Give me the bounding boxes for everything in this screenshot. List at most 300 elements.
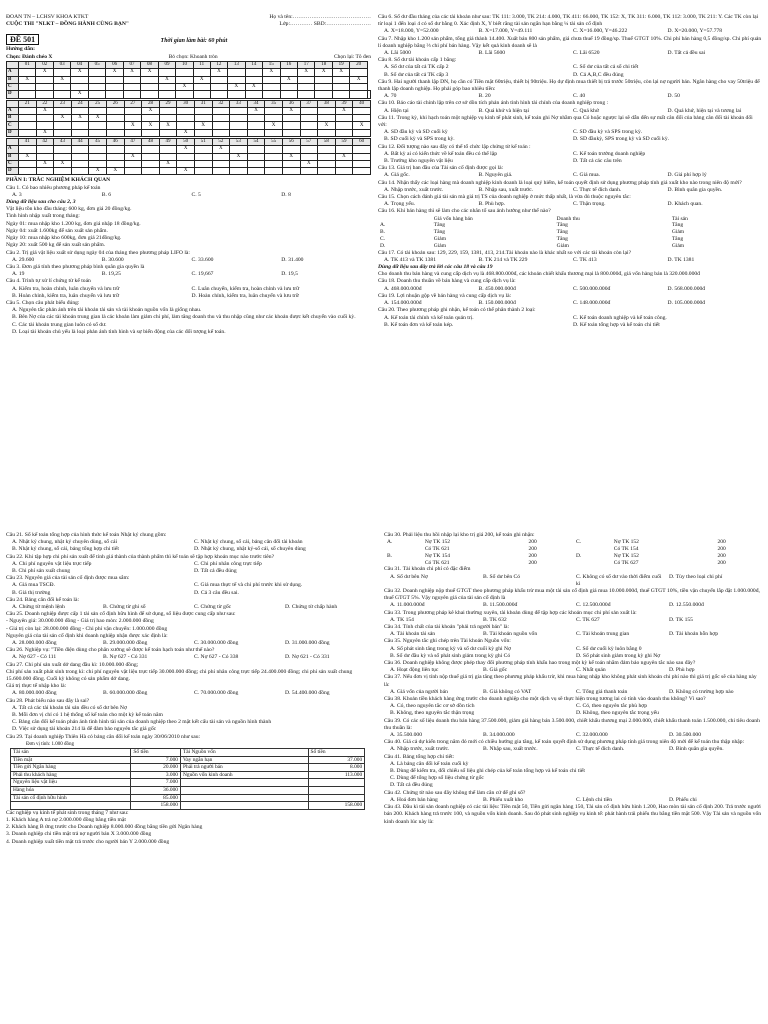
answer-grid-number: 27	[124, 100, 142, 107]
answer-option: A. 28.000.000 đồng	[12, 640, 57, 647]
answer-grid-mark	[265, 146, 283, 153]
answer-grid-mark	[54, 153, 72, 160]
answer-option: A. TK 154	[390, 616, 414, 623]
answer-options	[384, 746, 762, 753]
answer-grid-mark: X	[210, 69, 227, 76]
answer-option: C. Quá khứ	[573, 107, 599, 114]
answer-grid-number: 59	[335, 138, 353, 145]
answer-grid-mark	[194, 146, 212, 153]
answer-grid-mark: X	[54, 160, 72, 167]
answer-grid-mark	[88, 83, 105, 90]
answer-options	[6, 705, 376, 734]
answer-grid-mark	[89, 122, 107, 129]
q16-cell: Tăng	[433, 222, 446, 229]
answer-option: B. TK 632	[483, 616, 507, 623]
balance-sheet-cell	[308, 794, 365, 802]
balance-sheet-cell: Tiền mặt	[11, 756, 131, 764]
answer-grid-number: 50	[177, 138, 195, 145]
answer-grid-mark	[282, 122, 300, 129]
answer-option: A. Số phát sinh tăng trong kỳ và số dư cuối kỳ ghi Nợ	[390, 645, 511, 652]
question-text: Tình hình nhập xuất trong tháng:	[6, 213, 80, 220]
question-text: Câu 13. Giá trị ban đầu của Tài sản cố định được gọi là:	[378, 165, 504, 172]
question-item	[384, 610, 762, 624]
answer-grid-number: 38	[318, 100, 336, 107]
question-item	[378, 144, 762, 166]
answer-grid-number: 48	[142, 138, 160, 145]
answer-option: D. Tất cả đều sai	[667, 50, 706, 57]
section-1-title: PHẦN I: TRẮC NGHIỆM KHÁCH QUAN	[6, 177, 111, 184]
answer-grid-mark	[210, 76, 227, 83]
answer-grid-mark	[298, 76, 315, 83]
question-item	[6, 575, 376, 597]
answer-option: D. 19,5	[281, 271, 298, 278]
answer-grid-mark	[71, 83, 88, 90]
answer-option: B. Số dư bên Có	[483, 573, 521, 580]
answer-grid-mark	[315, 83, 332, 90]
answer-grid-block	[6, 100, 371, 137]
question-item	[384, 754, 762, 790]
question-text: Vật liệu tồn kho đầu tháng: 600 kg, đơn giá 20 đồng/kg.	[6, 206, 132, 213]
answer-grid-mark	[177, 153, 195, 160]
question-item	[6, 532, 376, 554]
answer-option: A. Tất cả các tài khoản tài sản đều có số dư bên Nợ	[12, 704, 127, 711]
balance-sheet-cell	[308, 787, 365, 795]
answer-options	[378, 129, 762, 143]
answer-grid-mark	[194, 168, 212, 175]
answer-option: D. 31.000.000 đồng	[285, 640, 330, 647]
answer-grid-mark: X	[176, 83, 193, 90]
answer-grid-mark	[332, 91, 349, 98]
answer-grid-mark: X	[71, 91, 88, 98]
answer-grid-mark	[106, 146, 124, 153]
answer-grid-mark: X	[265, 122, 283, 129]
answer-grid-mark	[300, 129, 318, 136]
question-text: Câu 16. Khi bán hàng thì sẽ làm cho các nhân tố sau ảnh hưởng như thế nào?	[378, 208, 551, 215]
question-text: Câu 17. Có tài khoản sau: 129, 229, 159, 1381, 413, 214.Tài khoản nào là khác nhất so với các tài khoản còn lại?	[378, 249, 632, 256]
answer-grid-mark: X	[36, 107, 54, 114]
question-item	[6, 221, 371, 228]
answer-options	[378, 187, 762, 194]
answer-grid-number: 34	[247, 100, 265, 107]
question-item	[378, 115, 762, 144]
question-item	[6, 810, 376, 817]
answer-grid-mark	[142, 146, 160, 153]
answer-grid-mark	[176, 76, 193, 83]
question-text: Câu 24. Bảng cân đối kế toán là:	[6, 596, 80, 603]
answer-option: D. Bình quân gia quyền.	[667, 186, 723, 193]
answer-grid-mark	[212, 160, 230, 167]
answer-grid-letter: B	[7, 76, 19, 83]
answer-grid-number: 02	[36, 62, 53, 69]
answer-grid-number: 44	[71, 138, 89, 145]
answer-grid-mark	[106, 91, 123, 98]
question-item	[6, 698, 376, 734]
answer-grid-number: 19	[332, 62, 349, 69]
answer-grid-mark: X	[177, 168, 195, 175]
answer-grid-mark	[353, 129, 371, 136]
answer-grid-number: 06	[106, 62, 123, 69]
question-item	[384, 696, 762, 718]
answer-grid-mark	[212, 153, 230, 160]
answer-option: A. Hiện tại	[384, 107, 409, 114]
answer-grid-row-b	[7, 153, 371, 160]
answer-option: A. 35.500.000	[390, 732, 423, 739]
answer-grid-mark	[177, 115, 195, 122]
balance-sheet-body	[11, 756, 365, 809]
answer-option: D. Không có trường hợp nào	[669, 688, 734, 695]
question-text: Câu 4. Trình tự xử lí chứng từ kế toán	[6, 278, 91, 285]
answer-option: B. Giá gốc	[483, 667, 508, 674]
answer-option: B. Phiếu xuất kho	[483, 796, 524, 803]
answer-grid-number: 41	[19, 138, 37, 145]
answer-options	[6, 257, 371, 264]
balance-sheet-cell: Vay ngắn hạn	[181, 756, 309, 764]
answer-options	[6, 192, 371, 199]
q16-cell: Giảm	[433, 242, 446, 249]
balance-sheet-cell: Phải trả người bán	[181, 764, 309, 772]
answer-grid-mark	[353, 160, 371, 167]
answer-option: C. Số dư cuối kỳ luôn bằng 0	[576, 645, 642, 652]
answer-grid-mark	[123, 76, 140, 83]
question-text: Câu 37. Nếu đơn vị tính nộp thuế giá trị gia tăng theo phương pháp khấu trừ, khi mua hàng nhập kho không phát sinh khoản chi phí nào thì giá trị gốc sẽ của hàng này là:	[384, 674, 757, 688]
answer-grid-mark: X	[245, 83, 262, 90]
answer-grid-mark	[176, 69, 193, 76]
answer-option: B. 29.000.000 đồng	[103, 640, 148, 647]
answer-grid-number: 11	[193, 62, 210, 69]
balance-sheet-cell: Nguồn vốn kinh doanh	[181, 771, 309, 779]
answer-grid-letter: D	[7, 129, 19, 136]
answer-option: C. 5	[191, 191, 201, 198]
question-text: Câu 8. Số dư tài khoản cấp 1 bằng:	[378, 57, 457, 64]
answer-grid-mark	[194, 115, 212, 122]
question-item	[6, 213, 371, 220]
answer-grid-mark	[353, 115, 371, 122]
question-item	[6, 228, 371, 235]
answer-grid-mark	[228, 76, 245, 83]
answer-option: D. Tùy theo loại chi phí	[669, 573, 723, 580]
answer-grid-mark	[88, 91, 105, 98]
balance-sheet-cell	[181, 787, 309, 795]
answer-grid-mark	[282, 168, 300, 175]
q16-header-cell: Tài sản	[671, 215, 688, 222]
question-text: Các nghiệp vụ kinh tế phát sinh trong tháng 7 như sau:	[6, 809, 129, 816]
answer-option: D. Hoàn chỉnh, kiểm tra, luân chuyển và lưu trữ	[191, 292, 299, 299]
question-item	[6, 250, 371, 264]
q16-cell: Tăng	[556, 222, 568, 229]
question-text: Câu 39. Có các số liệu doanh thu bán hàng 37.500.000, giảm giá hàng bán 3.500.000, chiết khấu thương mại 2.000.000, chiết khấu thanh toán 1.500.000, chi tiêu doanh thu thuần là:	[384, 717, 760, 731]
answer-options	[384, 602, 762, 609]
balance-sheet-cell: 20.000	[131, 764, 181, 772]
answer-grid-mark	[212, 168, 230, 175]
answer-option: B. Chứng từ ghi sổ	[103, 604, 146, 611]
answer-grid-mark	[106, 122, 124, 129]
answer-option: B. TK 214 và TK 229	[478, 256, 528, 263]
answer-grid-mark	[318, 107, 336, 114]
q30-journal-cell: Nợ TK 152	[424, 539, 450, 546]
answer-option: B. Mỗi đơn vị chỉ có 1 hệ thống sổ kế toán cho một kỳ kế toán năm	[12, 712, 163, 719]
answer-option: C. 33.600	[191, 256, 214, 263]
answer-grid-mark: X	[106, 69, 123, 76]
answer-grid-number: 13	[228, 62, 245, 69]
guide-label: Hướng dẫn:	[6, 45, 35, 52]
answer-grid-mark	[280, 69, 297, 76]
page-gap	[0, 516, 768, 528]
answer-grid-mark	[245, 76, 262, 83]
answer-grid-mark: X	[19, 153, 37, 160]
answer-grid-mark: X	[177, 129, 195, 136]
answer-grid-number: 28	[142, 100, 160, 107]
answer-option: A. 11.000.000đ	[390, 602, 425, 609]
answer-grid-mark: X	[335, 107, 353, 114]
answer-grid-corner	[7, 138, 19, 145]
answer-grid-mark	[282, 146, 300, 153]
answer-option: D. 54.400.000 đồng	[285, 690, 330, 697]
name-field-label: Họ và tên:……………………………………	[269, 14, 371, 20]
q30-journal-cell: C.	[575, 539, 582, 546]
answer-option: B. 6	[101, 191, 112, 198]
q30-journal-cell: Nợ TK 152	[613, 552, 639, 559]
answer-grid-mark	[106, 153, 124, 160]
answer-option: C. TK 627	[576, 616, 600, 623]
answer-grid-mark	[106, 83, 123, 90]
answer-option: C. Giá mua.	[573, 172, 601, 179]
q16-row	[378, 222, 762, 229]
exam-info	[6, 28, 371, 45]
answer-grid-number: 42	[36, 138, 54, 145]
answer-option: B. Tài khoản nguồn vốn	[483, 631, 538, 638]
q16-row	[378, 236, 762, 243]
balance-sheet-row	[11, 764, 365, 772]
answer-grid-mark	[228, 69, 245, 76]
answer-grid-mark: X	[54, 115, 72, 122]
q16-cell: Tăng	[556, 229, 568, 236]
answer-options	[378, 151, 762, 165]
answer-grid-number: 36	[282, 100, 300, 107]
answer-option: D. Cả A,B,C đều đúng	[573, 71, 624, 78]
answer-option: D. Chứng từ chấp hành	[285, 604, 338, 611]
question-list-top-left	[6, 185, 371, 336]
answer-grid-mark: X	[318, 122, 336, 129]
answer-grid-mark	[315, 76, 332, 83]
question-text: Câu 34. Tính chất của tài khoản "phải trả người bán" là:	[384, 624, 510, 631]
answer-option: A. Nhật ký chung, nhật ký chuyên dùng, sổ cái	[12, 539, 118, 546]
answer-option: D. Việc sử dụng tài khoản 214 là để đảm bảo nguyên tắc giá gốc	[12, 726, 157, 733]
question-text: Câu 1. Có bao nhiêu phương pháp kế toán	[6, 184, 101, 191]
answer-grid-mark	[36, 76, 53, 83]
answer-option: B. 11.500.000đ	[483, 602, 518, 609]
question-text: Câu 19. Lợi nhuận gộp về bán hàng và cung cấp dịch vụ là:	[378, 292, 512, 299]
question-text: - Nguyên giá: 30.000.000 đồng - Giá trị hao mòn: 2.000.000 đồng	[6, 618, 154, 625]
answer-option: A. Nhập trước, xuất trước.	[384, 186, 444, 193]
question-text: Câu 42. Chứng từ nào sau đây không thể làm căn cứ để ghi sổ?	[384, 789, 526, 796]
answer-grid-mark	[247, 146, 265, 153]
q16-cell: Tăng	[671, 236, 684, 243]
answer-option: A. 19	[12, 271, 25, 278]
answer-grid-mark	[298, 83, 315, 90]
question-text: Dùng dữ liệu sau đây trả lời các câu 18 và câu 19	[378, 264, 493, 271]
question-text: Câu 7. Nhập kho 1.200 sản phẩm, tổng giá thành 14.400. Xuất bán 800 sản phẩm, giá chưa thuế 19 đồng/sp. Thuế GTGT 10%. Chi phí bán hàng 0,5 đồng/sp. Chi phí quản lí doanh nghiệp bằng ⅔ chi phí bán hàng. Vậy kết quả kinh doanh sẽ là	[378, 35, 762, 49]
answer-grid-number: 57	[300, 138, 318, 145]
answer-grid-mark: X	[315, 69, 332, 76]
q30-journal-cell: Nợ TK 154	[424, 552, 450, 559]
answer-option: D. Tài khoản hỗn hợp	[669, 631, 718, 638]
question-text: Câu 21. Sổ kế toán tổng hợp của hình thức kế toán Nhật ký chung gồm:	[6, 532, 167, 538]
answer-grid-mark	[71, 107, 89, 114]
answer-option: A. Bất kỳ ai có kiến thức về kế toán đều có thể lập	[384, 150, 498, 157]
answer-option: C. Nhất quán	[576, 667, 606, 674]
answer-options	[384, 646, 762, 660]
answer-grid-number: 12	[210, 62, 227, 69]
balance-sheet-cell	[181, 794, 309, 802]
answer-grid-mark	[123, 83, 140, 90]
answer-option: D. 50	[667, 93, 680, 100]
answer-grid-number: 52	[212, 138, 230, 145]
answer-grid-number: 45	[89, 138, 107, 145]
answer-option: A. TK 413 và TK 1381	[384, 256, 436, 263]
question-item	[6, 831, 376, 838]
answer-grid-row-b	[7, 115, 371, 122]
answer-grid-mark	[332, 76, 349, 83]
answer-grid-mark: X	[53, 76, 70, 83]
question-text: Chi phí sản xuất phát sinh trong kì: chi phí nguyên vật liệu trực tiếp 30.000.000 đồng; chi phí nhân công trực tiếp 24.400.000 đồng; chi phí sản xuất chung 15.600.000 đồng. Cuối kỳ không có sản phẩm dở dang.	[6, 668, 353, 683]
q16-cell: Tăng	[433, 229, 446, 236]
answer-option: D. 8	[281, 191, 291, 198]
exam-code: ĐỀ 501	[6, 34, 39, 45]
answer-grid-mark	[124, 160, 142, 167]
answer-option: A. 3	[12, 191, 22, 198]
answer-grid-mark	[212, 122, 230, 129]
answer-grid-number: 31	[194, 100, 212, 107]
answer-grid-mark: X	[282, 107, 300, 114]
answer-grid-mark	[19, 129, 37, 136]
answer-options	[378, 64, 762, 78]
answer-option: A. Nợ 627 - Có 111	[12, 654, 57, 661]
answer-grid-mark: X	[89, 168, 107, 175]
question-text: 3. Doanh nghiệp chi tiền mặt trả nợ người bán X 3.000.000 đồng	[6, 831, 152, 838]
question-item	[6, 554, 376, 576]
answer-grid-number: 53	[230, 138, 248, 145]
answer-grid-mark: X	[142, 107, 160, 114]
answer-grid-row-c	[7, 83, 371, 90]
answer-grid-mark	[106, 129, 124, 136]
answer-grid-row-c	[7, 160, 371, 167]
answer-grid-mark: X	[142, 122, 160, 129]
answer-grid-block	[6, 138, 371, 175]
answer-grid-mark	[106, 160, 124, 167]
answer-grid-mark	[298, 91, 315, 98]
question-text: Câu 9. Hai người thanh lập DN, họ cần có Tiền mặt 60triệu, thiết bị 90triệu. Họ dự định mua thiết bị trả trước 50triệu, còn lại nợ người bán. Ngân hàng cho vay 50triệu để thanh lập doanh nghiệp. Họ phải góp bao nhiêu tiền:	[378, 78, 760, 93]
answer-grid-mark	[194, 153, 212, 160]
answer-grid-mark	[247, 160, 265, 167]
question-text: Câu 10. Báo cáo tài chính lập trên cơ sở dồn tích phản ánh tình hình tài chính của doanh nghiệp trong :	[378, 100, 609, 107]
answer-grid-mark	[193, 69, 210, 76]
q16-cell: C.	[380, 236, 386, 243]
answer-option: C. Số dư của tất cả sổ chi tiết	[573, 64, 639, 71]
answer-grid-mark: X	[332, 69, 349, 76]
answer-option: B. Nhật ký chung, sổ cái, bảng tổng hợp chi tiết	[12, 546, 119, 553]
answer-grid-number-row	[7, 138, 371, 145]
answer-grid-corner	[7, 62, 19, 69]
answer-option: D. 105.000.000đ	[667, 300, 706, 307]
balance-sheet-cell: 7.000	[131, 779, 181, 787]
answer-grid-mark	[19, 160, 37, 167]
answer-option: C. Thực tế đích danh.	[573, 186, 622, 193]
balance-sheet-cell: Tiền gửi Ngân hàng	[11, 764, 131, 772]
answer-option: A. Chi phí nguyên vật liệu trực tiếp	[12, 560, 92, 567]
answer-grid-mark	[263, 83, 280, 90]
answer-grid-mark	[193, 83, 210, 90]
answer-grid-mark	[212, 129, 230, 136]
answer-options	[378, 108, 762, 115]
answer-option: D. Tất cả đều đúng	[194, 568, 237, 575]
answer-option: B. Số dư đầu kỳ và số phát sinh giảm trong kỳ ghi Có	[390, 652, 511, 659]
answer-grid-mark: X	[159, 160, 177, 167]
answer-grid-letter: C	[7, 160, 19, 167]
question-text: 4. Doanh nghiệp xuất tiền mặt trả trước cho người bán Y 2.000.000 đồng	[6, 838, 170, 845]
answer-option: B. Số dư của tất cả TK cấp 3	[384, 71, 449, 78]
balance-sheet-cell: 3.000	[131, 771, 181, 779]
answer-option: A. Số dư của tất cả TK cấp 2	[384, 64, 449, 71]
answer-grid-mark	[159, 168, 177, 175]
answer-option: A. Giá mua TSCĐ.	[12, 582, 55, 589]
q30-journal-cell	[573, 560, 611, 567]
answer-grid-mark	[54, 122, 72, 129]
q30-journal-table	[384, 539, 762, 566]
answer-grid-mark	[280, 83, 297, 90]
q16-header-cell: Giá vốn hàng bán	[433, 215, 473, 222]
answer-option: D. Bình quân gia quyền.	[669, 746, 724, 753]
question-text: Câu 12. Đối tượng nào sau đây có thể tổ chức lập chứng từ kế toán :	[378, 143, 531, 150]
question-item	[6, 662, 376, 669]
answer-option: D. Quá khứ, hiện tại và tương lai	[667, 107, 742, 114]
balance-sheet-row	[11, 787, 365, 795]
question-item	[378, 79, 762, 101]
answer-grid-mark	[318, 168, 336, 175]
answer-option: C. 19,667	[191, 271, 214, 278]
question-text: Câu 20. Theo phương pháp ghi nhận, kế toán có thể phân thành 2 loại:	[378, 307, 536, 314]
answer-grid-mark	[332, 83, 349, 90]
answer-grid-mark	[353, 146, 371, 153]
answer-grid-mark: X	[36, 69, 53, 76]
answer-grid-mark	[265, 168, 283, 175]
answer-option: B. Quá khứ và hiện tại	[478, 107, 530, 114]
q30-text: Câu 30. Phải liệu thu hồi nhập lại kho trị giá 200, kế toán ghi nhận:	[384, 532, 535, 538]
answer-option: C. Các tài khoản trung gian luôn có số dư.	[12, 321, 107, 328]
answer-options	[384, 703, 762, 717]
answer-grid-number: 47	[124, 138, 142, 145]
answer-grid-mark: X	[36, 129, 54, 136]
answer-grid-number: 22	[36, 100, 54, 107]
answer-grid-mark	[247, 168, 265, 175]
answer-option: A. Hoạt động liên tục	[390, 667, 439, 674]
answer-option: D. TK 155	[669, 616, 693, 623]
question-item	[384, 674, 762, 696]
answer-grid-mark	[245, 91, 262, 98]
question-text: Câu 31. Tài khoản chi phí có đặc điểm	[384, 566, 471, 573]
q16-cell: Tăng	[556, 236, 568, 243]
answer-option: D. SD đầukỳ, SPS trong kỳ và SD cuối kỳ.	[573, 136, 670, 143]
answer-grid-mark	[36, 91, 53, 98]
answer-grid-mark	[54, 146, 72, 153]
legend-row	[6, 54, 371, 61]
q16-cell: Giảm	[556, 242, 569, 249]
answer-grid-mark	[194, 107, 212, 114]
answer-option: B. SD cuối kỳ và SPS trong kỳ.	[384, 136, 455, 143]
question-text: Câu 15. Chọn cách đánh giá tài sản mà giá trị TS của doanh nghiệp ở mức thấp nhất, là vừa đủ thuộc nguyên tắc:	[378, 194, 631, 201]
question-item	[6, 242, 371, 249]
answer-grid-letter: D	[7, 91, 19, 98]
answer-grid-mark	[71, 153, 89, 160]
